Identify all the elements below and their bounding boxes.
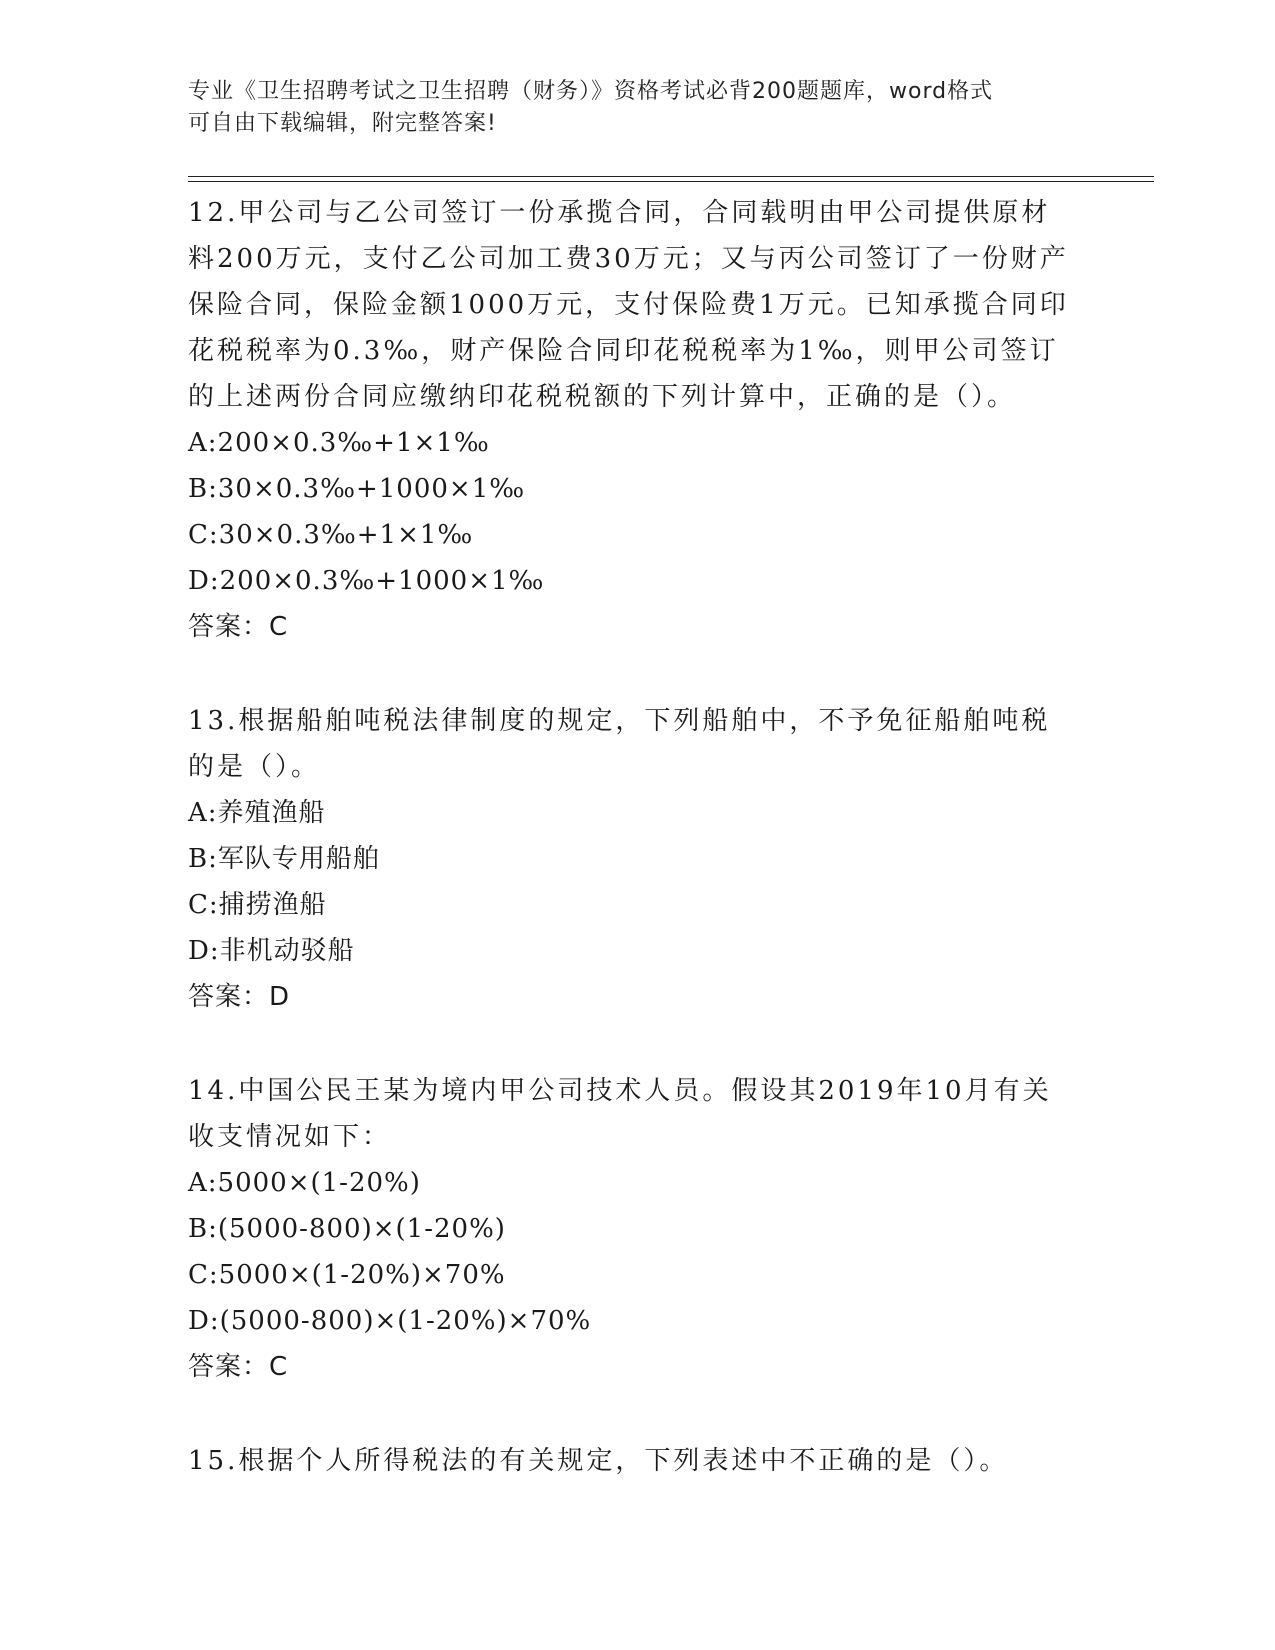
answer-line: 答案：D	[188, 982, 291, 1012]
header-line-2: 可自由下载编辑，附完整答案!	[188, 111, 497, 136]
option-c: C:30×0.3‰+1×1‰	[188, 520, 474, 550]
question-15	[188, 1438, 1078, 1484]
option-a: A:5000×(1-20%)	[188, 1168, 421, 1198]
question-13	[188, 698, 1078, 1020]
option-d: D:200×0.3‰+1000×1‰	[188, 566, 545, 596]
header-divider-bottom	[188, 181, 1154, 182]
question-stem: 15.根据个人所得税法的有关规定，下列表述中不正确的是（）。	[188, 1446, 1009, 1476]
question-14	[188, 1068, 1078, 1390]
option-b: B:30×0.3‰+1000×1‰	[188, 474, 526, 504]
document-header	[188, 76, 1068, 140]
answer-line: 答案：C	[188, 1352, 289, 1382]
option-d: D:非机动驳船	[188, 936, 355, 966]
option-c: C:5000×(1-20%)×70%	[188, 1260, 506, 1290]
option-a: A:200×0.3‰+1×1‰	[188, 428, 490, 458]
header-divider-top	[188, 176, 1154, 177]
option-d: D:(5000-800)×(1-20%)×70%	[188, 1306, 592, 1336]
option-b: B:军队专用船舶	[188, 844, 380, 874]
header-line-1: 专业《卫生招聘考试之卫生招聘（财务）》资格考试必背200题题库，word格式	[188, 79, 994, 104]
answer-line: 答案：C	[188, 612, 289, 642]
question-12	[188, 190, 1078, 650]
question-stem: 14.中国公民王某为境内甲公司技术人员。假设其2019年10月有关收支情况如下：	[188, 1076, 1052, 1152]
question-stem: 13.根据船舶吨税法律制度的规定，下列船舶中，不予免征船舶吨税的是（）。	[188, 706, 1051, 782]
question-stem: 12.甲公司与乙公司签订一份承揽合同，合同载明由甲公司提供原材料200万元，支付乙公司加工费30万元；又与丙公司签订了一份财产保险合同，保险金额1000万元，支付保险费1万元。已知承揽合同印花税税率为0.3‰，财产保险合同印花税税率为1‰，则甲公司签订的上述两份合同应缴纳印花税税额的下列计算中，正确的是（）。	[188, 198, 1069, 412]
option-c: C:捕捞渔船	[188, 890, 327, 920]
option-b: B:(5000-800)×(1-20%)	[188, 1214, 506, 1244]
option-a: A:养殖渔船	[188, 798, 326, 828]
question-list	[188, 190, 1078, 1532]
